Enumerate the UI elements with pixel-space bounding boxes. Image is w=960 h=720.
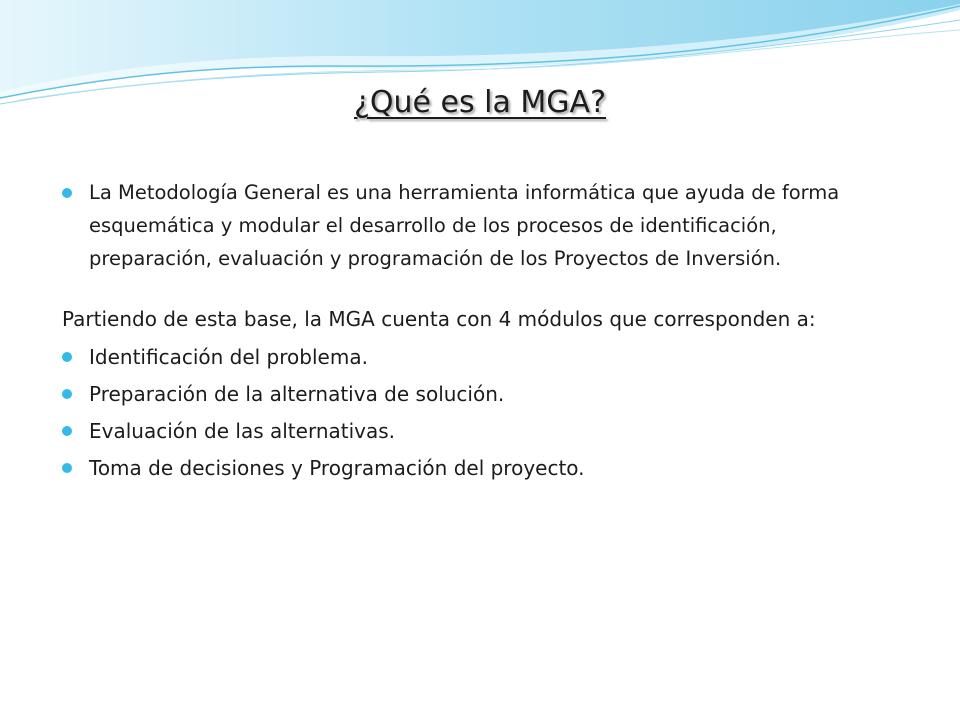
definition-text: La Metodología General es una herramienta informática que ayuda de forma esquemática y modular el desarrollo de los procesos de identificación, preparación, evaluación y programación de los Proyectos de Inversión.	[89, 181, 840, 270]
definition-bullet	[62, 176, 912, 275]
list-item	[62, 340, 912, 374]
module-label: Preparación de la alternativa de solución.	[89, 382, 505, 406]
list-item	[62, 414, 912, 448]
list-item	[62, 377, 912, 411]
bullet-dot-icon	[62, 188, 72, 198]
bullet-dot-icon	[62, 352, 72, 362]
slide-content	[62, 176, 912, 488]
spacer	[62, 275, 912, 303]
module-label: Toma de decisiones y Programación del proyecto.	[89, 456, 585, 480]
modules-list	[62, 340, 912, 485]
bullet-dot-icon	[62, 389, 72, 399]
list-item	[62, 451, 912, 485]
slide-title: ¿Qué es la MGA?	[354, 85, 606, 120]
wave-front	[0, 0, 960, 92]
module-label: Evaluación de las alternativas.	[89, 419, 396, 443]
bullet-dot-icon	[62, 426, 72, 436]
intro-text: Partiendo de esta base, la MGA cuenta con 4 módulos que corresponden a:	[62, 307, 816, 331]
module-label: Identificación del problema.	[89, 345, 368, 369]
bullet-dot-icon	[62, 463, 72, 473]
